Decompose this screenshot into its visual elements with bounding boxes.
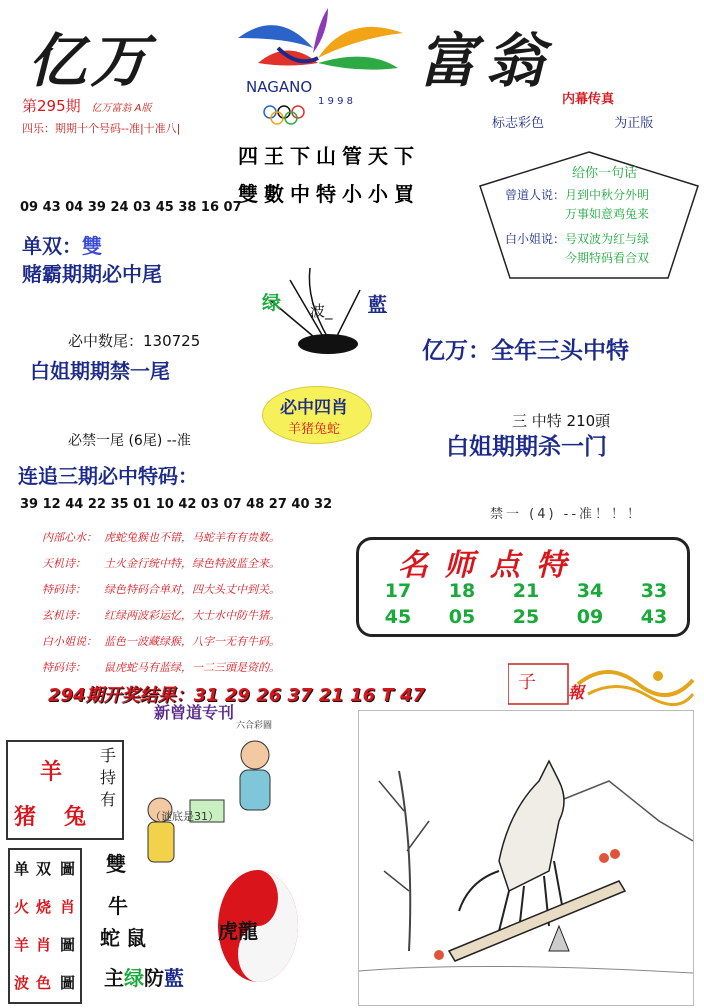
- ban-tail: 必禁一尾 (6尾) --准: [68, 433, 191, 449]
- issue-line: [22, 95, 151, 116]
- poem-key: 特码诗：: [42, 661, 86, 674]
- fax-left: 标志彩色: [492, 116, 545, 131]
- single-double-value: 雙: [82, 234, 102, 258]
- lv-char: 绿: [124, 966, 144, 990]
- dragon-banner-icon: [508, 660, 698, 708]
- poem-line-1: 四王下山管天下: [238, 144, 420, 168]
- riddle-label: （谜底是31）: [150, 810, 219, 823]
- pick-number: 21: [512, 580, 540, 602]
- fax-right: 为正版: [614, 116, 654, 131]
- publication-lucai: 六合彩圖: [236, 721, 273, 731]
- pick-number: 34: [576, 580, 604, 602]
- numbers-row-1: 09 43 04 39 24 03 45 38 16 07: [20, 200, 242, 215]
- grid-cell: 圖: [60, 936, 76, 954]
- bowl-green: 绿: [262, 292, 282, 314]
- gamble-line: 赌霸期期必中尾: [22, 262, 162, 286]
- pentagon-line-3: 号双波为红与绿: [565, 232, 650, 246]
- poem-row: [42, 524, 352, 550]
- issue-number: 第295期: [22, 97, 81, 115]
- poem-key: 白小姐说：: [42, 635, 97, 648]
- issue-brand: 亿万富翁 A版: [91, 103, 152, 114]
- grid-cell: 肖: [36, 936, 52, 954]
- poem-table: [42, 524, 352, 680]
- pig-rabbit-chars: 猪兔: [14, 805, 115, 830]
- poem-value: 绿色特码合单对，四大头丈中到关。: [104, 583, 280, 596]
- grid-cell: 圖: [60, 860, 76, 878]
- zodiac-zi: 子: [518, 672, 536, 693]
- poem-value: 鼠虎蛇马有蓝绿，一二三頭是资的。: [104, 661, 280, 674]
- issue-note: 四乐：期期十个号码--准|十准八|: [22, 122, 181, 135]
- poem-key: 玄机诗：: [42, 609, 86, 622]
- pentagon-line-4: 今期特码看合双: [565, 251, 650, 265]
- title-left: 亿万: [28, 27, 153, 95]
- single-double: [22, 230, 102, 259]
- poem-row: [42, 550, 352, 576]
- poem-row: [42, 576, 352, 602]
- nagano-logo: [218, 8, 418, 126]
- ox-char: 牛: [108, 894, 128, 918]
- grid-cell: 圖: [60, 974, 76, 992]
- poem-row: [42, 602, 352, 628]
- chase-line: 连追三期必中特码：: [18, 464, 198, 488]
- pick-number: 05: [448, 606, 476, 628]
- pick-number: 25: [512, 606, 540, 628]
- lan-char: 藍: [164, 966, 184, 990]
- main-green-guard-blue: [104, 962, 184, 991]
- poem-key: 特码诗：: [42, 583, 86, 596]
- four-zodiac-list: 羊猪兔蛇: [288, 422, 341, 437]
- bai-ban-line: 白姐期期禁一尾: [30, 359, 170, 383]
- goat-char: 羊: [40, 760, 63, 785]
- pick-number: 43: [640, 606, 668, 628]
- zhu-char: 主: [104, 966, 124, 990]
- pentagon-line-1: 月到中秋分外明: [565, 188, 650, 202]
- vertical-text: 手持有: [100, 746, 117, 809]
- logo-word: NAGANO: [246, 78, 313, 96]
- grid-cell: 火: [14, 898, 30, 916]
- single-double-label: 单双：: [22, 234, 82, 258]
- numbers-row-2: 39 12 44 22 35 01 10 42 03 07 48 27 40 32: [20, 497, 333, 512]
- pick-number: 45: [384, 606, 412, 628]
- grid-cell: 单: [14, 860, 30, 878]
- grid-cell: 色: [36, 974, 52, 992]
- zodiac-bao: 報: [568, 683, 585, 702]
- chart-grid-box: [8, 848, 82, 1004]
- pentagon-line-2: 万事如意鸡兔来: [565, 207, 650, 221]
- olympic-flower-icon: [218, 8, 418, 126]
- wolf-illustration: [358, 710, 694, 1006]
- fax-title: 内幕传真: [562, 92, 615, 107]
- pick-number: 09: [576, 606, 604, 628]
- logo-year: 1 9 9 8: [318, 96, 353, 107]
- poem-row: [42, 654, 352, 680]
- publication-name: 新曾道专刊: [154, 703, 235, 722]
- three-special: 三 中特 210頭: [512, 412, 611, 430]
- kids-cartoon-icon: [130, 730, 280, 870]
- wolf-on-seesaw-icon: [359, 711, 693, 1005]
- grid-cell: 双: [36, 860, 52, 878]
- poem-value: 土火金行统中特，绿色特波蓝全来。: [104, 557, 280, 570]
- ban-one: 禁一 (4) --准！！！: [490, 507, 644, 522]
- master-picks-title: 名师点特: [398, 548, 582, 583]
- poem-key: 天机诗：: [42, 557, 86, 570]
- tiger-dragon-chars: 虎龍: [218, 919, 258, 943]
- grid-cell: 波: [14, 974, 30, 992]
- poem-value: 红绿两波彩运忆，大士水中防牛猪。: [104, 609, 280, 622]
- pick-number: 33: [640, 580, 668, 602]
- double-char: 雙: [106, 852, 126, 876]
- bowl-wave: 波_: [310, 302, 333, 320]
- poem-line-2: 雙數中特小小買: [238, 182, 420, 206]
- grid-cell: 羊: [14, 936, 30, 954]
- pentagon-speaker-1: 曾道人说：: [505, 188, 566, 202]
- must-tail: 必中数尾：130725: [68, 332, 201, 350]
- fang-char: 防: [144, 966, 164, 990]
- pentagon-title: 给你一句话: [572, 166, 638, 181]
- four-zodiac-title: 必中四肖: [280, 398, 348, 418]
- pentagon-speaker-2: 白小姐说：: [505, 232, 566, 246]
- pick-number: 17: [384, 580, 412, 602]
- master-picks-grid: [366, 580, 686, 628]
- grid-cell: 烧: [36, 898, 52, 916]
- fax-row: [492, 112, 653, 131]
- bowl-blue: 藍: [368, 294, 388, 316]
- snake-rat-chars: 蛇鼠: [100, 926, 152, 950]
- yiwan-three-line: 亿万：全年三头中特: [422, 337, 629, 364]
- poem-row: [42, 628, 352, 654]
- draw-result: 294期开奖结果：31 29 26 37 21 16 T 47: [48, 685, 426, 706]
- poem-key: 内部心水：: [42, 531, 97, 544]
- poem-value: 蓝色一波藏绿猴，八字一无有牛码。: [104, 635, 280, 648]
- title-right: 富翁: [418, 27, 555, 95]
- pick-number: 18: [448, 580, 476, 602]
- bai-kill-line: 白姐期期杀一门: [446, 433, 607, 460]
- grid-cell: 肖: [60, 898, 76, 916]
- poem-value: 虎蛇兔猴也不错，马蛇羊有有贵数。: [104, 531, 280, 544]
